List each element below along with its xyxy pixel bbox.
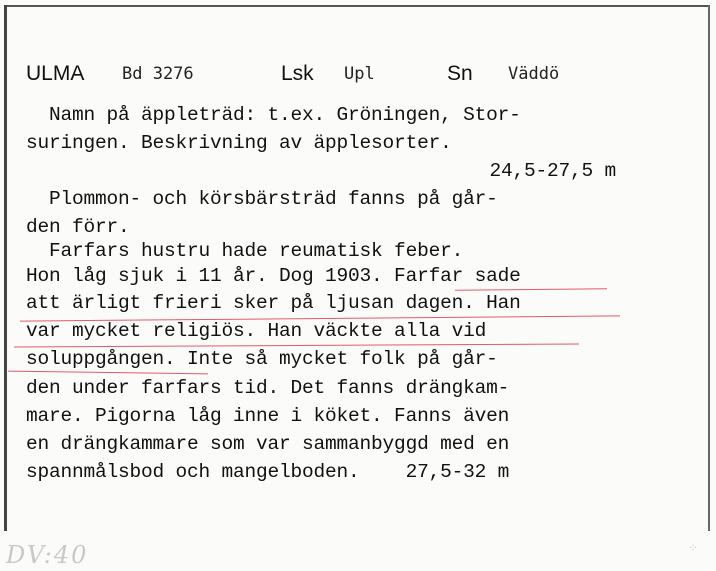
body-line: en drängkammare som var sammanbyggd med en <box>26 433 510 455</box>
body-line: Plommon- och körsbärsträd fanns på går- <box>26 188 498 210</box>
measurement-line: 24,5-27,5 m <box>489 160 616 182</box>
body-line: spannmålsbod och mangelboden. 27,5-32 m <box>26 461 510 483</box>
body-line: var mycket religiös. Han väckte alla vid <box>26 320 487 342</box>
county-value: Upl <box>344 64 375 84</box>
body-line: mare. Pigorna låg inne i köket. Fanns även <box>26 405 510 427</box>
record-number: Bd 3276 <box>122 64 194 84</box>
body-line: Hon låg sjuk i 11 år. Dog 1903. Farfar sade <box>26 265 521 287</box>
parish-label: Sn <box>447 62 473 85</box>
body-line: den förr. <box>26 216 130 238</box>
card-left-border <box>4 5 7 531</box>
county-label: Lsk <box>281 62 314 85</box>
archive-code: ULMA <box>26 62 85 85</box>
handwritten-mark: DV:40 <box>6 541 89 569</box>
body-line: suringen. Beskrivning av äpplesorter. <box>26 132 452 154</box>
body-line: Namn på äppleträd: t.ex. Gröningen, Stor- <box>26 104 521 126</box>
card-right-border <box>708 5 710 531</box>
body-line: att ärligt frieri sker på ljusan dagen. Han <box>26 292 521 314</box>
body-line: Farfars hustru hade reumatisk feber. <box>26 240 464 262</box>
parish-value: Väddö <box>508 64 560 84</box>
body-line: soluppgången. Inte så mycket folk på går- <box>26 348 498 370</box>
body-line: den under farfars tid. Det fanns drängkam- <box>26 377 510 399</box>
card-top-border <box>4 5 710 7</box>
corner-mark: ⁘ <box>688 541 699 555</box>
